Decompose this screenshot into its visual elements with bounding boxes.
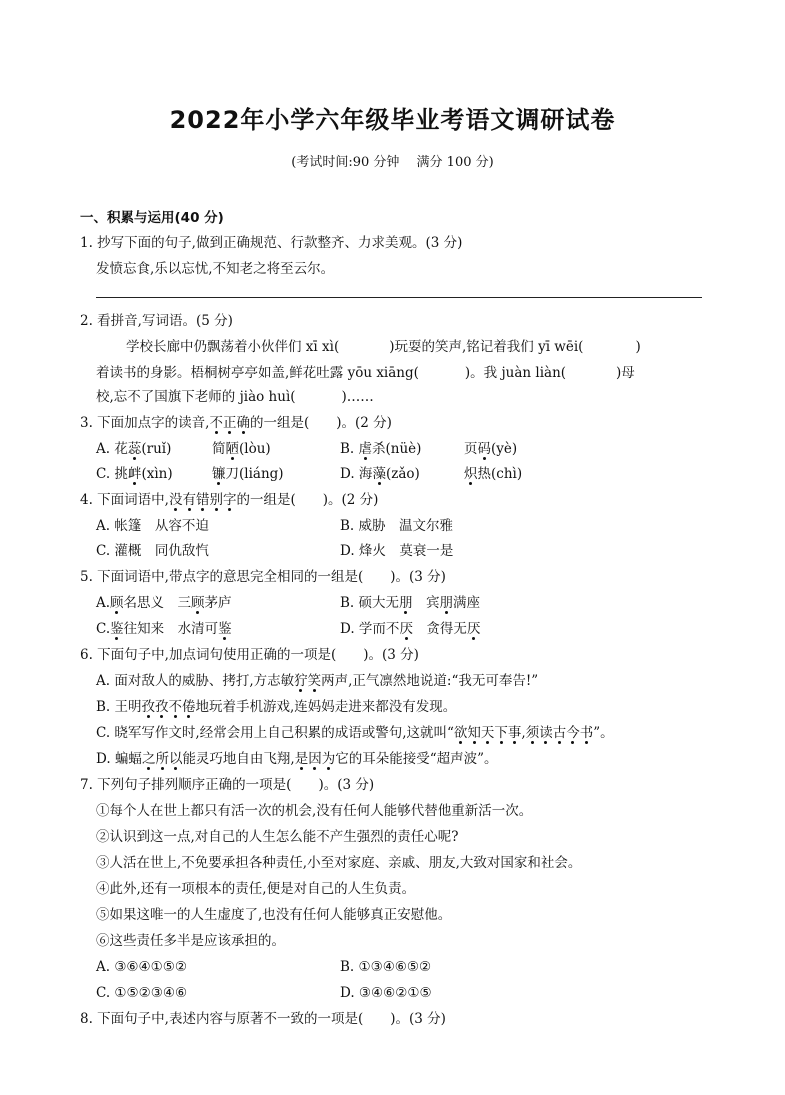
dotted-char: 朋 [439, 595, 454, 611]
option-text: 地玩着手机游戏,连妈妈走进来都没有发现。 [195, 699, 457, 715]
q2-text: )玩耍的笑声,铭记着我们 yī wēi( [389, 339, 584, 355]
dotted-char: 是 [294, 751, 309, 767]
option-text: (lòu) [239, 441, 271, 457]
dotted-char: 厌 [466, 621, 481, 637]
dotted-char: 以 [168, 751, 183, 767]
option-text: A. 面对敌人的威胁、拷打,方志敏 [96, 673, 295, 689]
option-text: 满座 [453, 595, 481, 611]
emphasis-char: 正 [222, 415, 237, 431]
dotted-char: 顾 [110, 595, 124, 611]
q2-text: 学校长廊中仍飘荡着小伙伴们 xī xì( [126, 339, 340, 355]
q3-option-b-2 [464, 439, 517, 459]
dotted-char: 鉴 [218, 621, 232, 637]
option-text: D. 蝙蝠 [96, 751, 142, 767]
q3-option-a[interactable] [96, 439, 171, 459]
dotted-char: 欲 [453, 725, 468, 741]
option-text: 杀(nüè) [372, 441, 422, 457]
option-text: 刀(liáng) [225, 466, 284, 482]
option-text: (ruǐ) [141, 441, 172, 457]
q5-option-c[interactable] [96, 619, 232, 639]
q2-text: 着读书的身影。梧桐树亭亭如盖,鲜花吐露 yōu xiāng( [96, 365, 419, 381]
dotted-char: 孜 [155, 699, 169, 715]
option-text: C. 挑 [96, 466, 128, 482]
q4-stem-text: 4. 下面词语中, [80, 492, 169, 508]
option-text: 能灵巧地自由飞翔, [182, 751, 295, 767]
dotted-char: 镰 [212, 466, 226, 482]
option-text: 茅庐 [204, 595, 232, 611]
dotted-char: 须 [525, 725, 540, 741]
q7-sentence-5: ⑤如果这唯一的人生虚度了,也没有任何人能够真正安慰他。 [96, 907, 452, 923]
emphasis-char: 错 [195, 492, 210, 508]
q2-line3 [96, 387, 374, 407]
option-text: 名思义 三 [123, 595, 192, 611]
option-text: 宾 [412, 595, 440, 611]
option-text: A. [96, 595, 111, 611]
q4-stem-text: 的一组是( )。(2 分) [236, 492, 379, 508]
dotted-char: 所 [155, 751, 169, 767]
dotted-char: 衅 [127, 466, 142, 482]
dotted-char: 朋 [399, 595, 413, 611]
option-text: 简 [212, 441, 226, 457]
emphasis-char: 有 [182, 492, 196, 508]
q2-text: ) [635, 339, 641, 355]
emphasis-char: 别 [209, 492, 223, 508]
q5-option-d[interactable] [340, 619, 480, 639]
dotted-char: 笑 [307, 673, 322, 689]
option-text: B. 硕大无 [340, 595, 400, 611]
q7-sentence-2: ②认识到这一点,对自己的人生怎么能不产生强烈的责任心呢? [96, 829, 459, 845]
dotted-char: 因 [308, 751, 322, 767]
option-text: 贪得无 [412, 621, 467, 637]
q4-option-a[interactable]: A. 帐篷 从容不迫 [96, 518, 209, 534]
q6-option-b[interactable] [96, 697, 456, 717]
q3-option-c[interactable] [96, 464, 173, 484]
option-text: (yè) [491, 441, 518, 457]
q4-stem [80, 490, 378, 510]
q3-option-a-2 [212, 439, 271, 459]
dotted-char: 古 [552, 725, 567, 741]
option-text: ”。 [593, 725, 614, 741]
section-heading: 一、积累与运用(40 分) [80, 210, 224, 226]
q3-stem-text: 3. 下面加点字的读音, [80, 415, 210, 431]
dotted-char: 码 [477, 441, 491, 457]
emphasis-char: 不 [209, 415, 223, 431]
option-text: 热(chì) [477, 466, 523, 482]
q1-sentence: 发愤忘食,乐以忘忧,不知老之将至云尔。 [96, 261, 335, 277]
dotted-char: 蕊 [127, 441, 142, 457]
dotted-char: 厌 [399, 621, 413, 637]
option-text: 它的耳朵能接受“超声波”。 [335, 751, 498, 767]
dotted-char: 虐 [358, 441, 373, 457]
option-text: C. [96, 621, 111, 637]
option-text: B. 王明 [96, 699, 142, 715]
q7-option-a[interactable]: A. ③⑥④①⑤② [96, 959, 187, 975]
q2-text: )母 [616, 365, 635, 381]
option-text: 往知来 水清可 [123, 621, 219, 637]
option-text: C. 晓军写作文时,经常会用上自己积累的成语或警句,这就叫“ [96, 725, 454, 741]
dotted-char: 读 [539, 725, 553, 741]
q6-stem: 6. 下面句子中,加点词句使用正确的一项是( )。(3 分) [80, 647, 419, 663]
q7-sentence-4: ④此外,还有一项根本的责任,便是对自己的人生负责。 [96, 881, 416, 897]
dotted-char: 倦 [182, 699, 196, 715]
exam-title: 2022年小学六年级毕业考语文调研试卷 [169, 106, 616, 134]
dotted-char: , [521, 725, 526, 741]
option-text: D. 海 [340, 466, 373, 482]
dotted-char: 下 [494, 725, 508, 741]
dotted-char: 顾 [191, 595, 205, 611]
q2-line2 [96, 363, 635, 383]
q3-stem [80, 413, 392, 433]
dotted-char: 陋 [225, 441, 239, 457]
q7-option-b[interactable]: B. ①③④⑥⑤② [340, 959, 432, 975]
q3-option-d-2 [464, 464, 522, 484]
emphasis-char: 没 [168, 492, 183, 508]
q7-sentence-3: ③人活在世上,不免要承担各种责任,小至对家庭、亲戚、朋友,大致对国家和社会。 [96, 855, 582, 871]
q3-stem-text: 的一组是( )。(2 分) [249, 415, 392, 431]
q4-option-d[interactable]: D. 烽火 莫衰一是 [340, 543, 454, 559]
q6-option-d[interactable] [96, 749, 498, 769]
q5-option-a[interactable] [96, 593, 232, 613]
exam-subtitle: (考试时间:90 分钟 满分 100 分) [291, 155, 494, 170]
q7-option-d[interactable]: D. ③④⑥②①⑤ [340, 985, 432, 1001]
q1-stem: 1. 抄写下面的句子,做到正确规范、行款整齐、力求美观。(3 分) [80, 235, 463, 251]
q4-option-c[interactable]: C. 灌概 同仇敌忾 [96, 543, 209, 559]
q2-text: )。我 juàn liàn( [464, 365, 567, 381]
emphasis-char: 确 [236, 415, 250, 431]
q2-text: )…… [341, 389, 374, 405]
dotted-char: 孜 [141, 699, 156, 715]
q4-option-b[interactable]: B. 威胁 温文尔雅 [340, 518, 454, 534]
q8-stem: 8. 下面句子中,表述内容与原著不一致的一项是( )。(3 分) [80, 1011, 446, 1027]
dotted-char: 之 [141, 751, 156, 767]
option-text: D. 学而不 [340, 621, 400, 637]
option-text: A. 花 [96, 441, 128, 457]
dotted-char: 为 [321, 751, 336, 767]
dotted-char: 书 [579, 725, 594, 741]
option-text: 两声,正气凛然地说道:“我无可奉告!” [321, 673, 539, 689]
emphasis-char: 字 [222, 492, 237, 508]
q7-sentence-6: ⑥这些责任多半是应该承担的。 [96, 933, 285, 949]
q7-option-c[interactable]: C. ①⑤②③④⑥ [96, 985, 188, 1001]
dotted-char: 知 [467, 725, 481, 741]
q7-stem: 7. 下列句子排列顺序正确的一项是( )。(3 分) [80, 777, 375, 793]
q5-stem: 5. 下面词语中,带点字的意思完全相同的一组是( )。(3 分) [80, 569, 446, 585]
q7-sentence-1: ①每个人在世上都只有活一次的机会,没有任何人能够代替他重新活一次。 [96, 803, 533, 819]
copy-answer-line[interactable] [96, 297, 702, 298]
dotted-char: 炽 [464, 466, 478, 482]
q3-option-d[interactable] [340, 464, 420, 484]
dotted-char: 不 [168, 699, 183, 715]
q2-line1 [126, 337, 641, 357]
q3-option-c-2 [212, 464, 284, 484]
option-text: (xìn) [141, 466, 173, 482]
dotted-char: 藻 [372, 466, 386, 482]
option-text: B. [340, 441, 355, 457]
option-text: (zǎo) [385, 466, 420, 482]
dotted-char: 今 [566, 725, 580, 741]
dotted-char: 鉴 [110, 621, 124, 637]
q2-stem: 2. 看拼音,写词语。(5 分) [80, 313, 233, 329]
q2-text: 校,忘不了国旗下老师的 jiào huì( [96, 389, 296, 405]
dotted-char: 狞 [294, 673, 308, 689]
dotted-char: 事 [507, 725, 522, 741]
q6-option-a[interactable] [96, 671, 538, 691]
dotted-char: 天 [480, 725, 495, 741]
option-text: 页 [464, 441, 478, 457]
q6-option-c[interactable] [96, 723, 614, 743]
q5-option-b[interactable] [340, 593, 480, 613]
q3-option-b[interactable] [340, 439, 421, 459]
